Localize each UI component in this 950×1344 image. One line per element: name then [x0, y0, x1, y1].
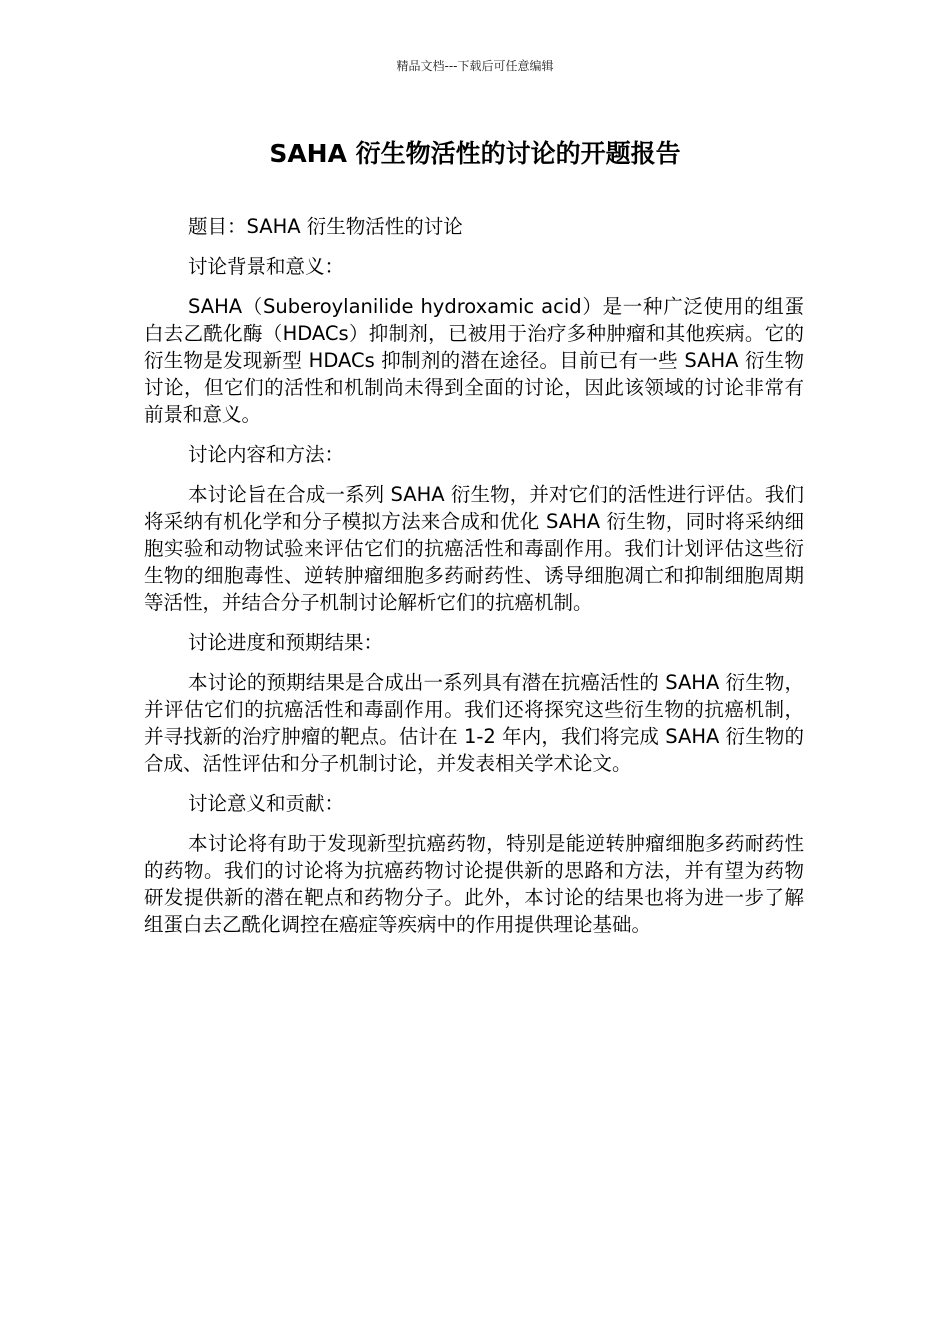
section-heading-progress-results: 讨论进度和预期结果：	[188, 631, 384, 654]
paragraph-content-methods: 本讨论旨在合成一系列 SAHA 衍生物，并对它们的活性进行评估。我们将采纳有机化学和分子模拟方法来合成和优化 SAHA 衍生物，同时将采纳细胞实验和动物试验来评估它们的抗癌活性和毒副作用。我们计划评估这些衍生物的细胞毒性、逆转肿瘤细胞多药耐药性、诱导细胞凋亡和抑制细胞周期等活性，并结合分子机制讨论解析它们的抗癌机制。	[144, 483, 804, 614]
section-heading-background: 讨论背景和意义：	[188, 255, 345, 278]
paragraph-progress-results: 本讨论的预期结果是合成出一系列具有潜在抗癌活性的 SAHA 衍生物，并评估它们的抗癌活性和毒副作用。我们还将探究这些衍生物的抗癌机制，并寻找新的治疗肿瘤的靶点。估计在 1-2 年内，我们将完成 SAHA 衍生物的合成、活性评估和分子机制讨论，并发表相关学术论文。	[144, 671, 804, 775]
section-heading-significance: 讨论意义和贡献：	[188, 792, 345, 815]
section-heading-content-methods: 讨论内容和方法：	[188, 443, 345, 466]
document-title: SAHA 衍生物活性的讨论的开题报告	[269, 139, 681, 168]
paragraph-significance: 本讨论将有助于发现新型抗癌药物，特别是能逆转肿瘤细胞多药耐药性的药物。我们的讨论将为抗癌药物讨论提供新的思路和方法，并有望为药物研发提供新的潜在靶点和药物分子。此外，本讨论的结果也将为进一步了解组蛋白去乙酰化调控在癌症等疾病中的作用提供理论基础。	[144, 832, 804, 936]
paragraph-background: SAHA（Suberoylanilide hydroxamic acid）是一种广泛使用的组蛋白去乙酰化酶（HDACs）抑制剂，已被用于治疗多种肿瘤和其他疾病。它的衍生物是发现新型 HDACs 抑制剂的潜在途径。目前已有一些 SAHA 衍生物讨论，但它们的活性和机制尚未得到全面的讨论，因此该领域的讨论非常有前景和意义。	[144, 295, 804, 426]
document-body	[144, 213, 804, 951]
topic-line: 题目：SAHA 衍生物活性的讨论	[188, 215, 463, 238]
header-note: 精品文档---下载后可任意编辑	[396, 59, 554, 73]
